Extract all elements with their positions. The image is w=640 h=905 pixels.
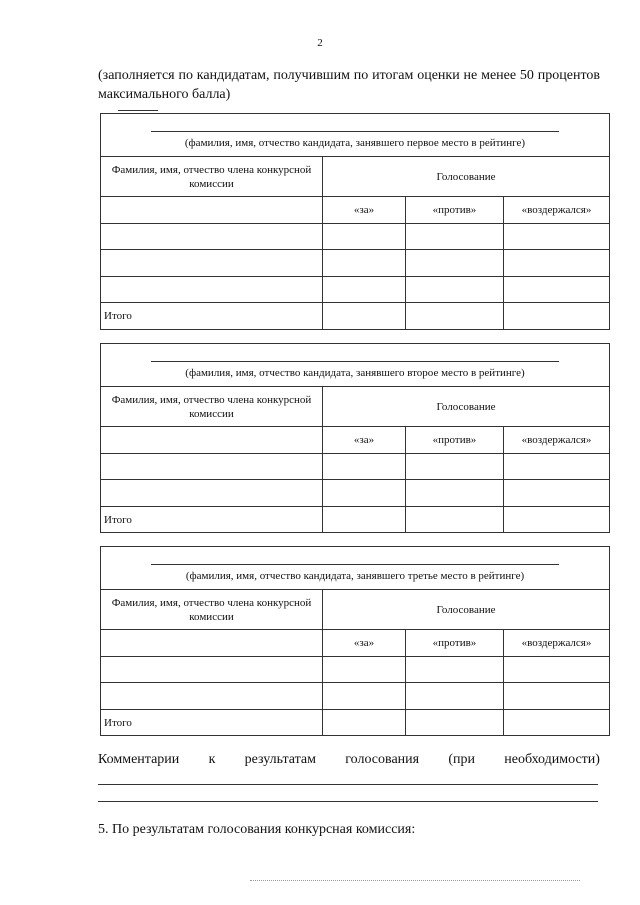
vote-cell[interactable]	[323, 480, 406, 507]
member-cell[interactable]	[101, 427, 323, 454]
member-header: Фамилия, имя, отчество члена конкурсной комиссии	[101, 157, 323, 197]
vote-cell[interactable]	[323, 250, 406, 277]
comment-line[interactable]	[98, 801, 598, 802]
member-cell[interactable]	[101, 250, 323, 277]
member-header: Фамилия, имя, отчество члена конкурсной комиссии	[101, 387, 323, 427]
member-cell[interactable]	[101, 480, 323, 507]
vote-cell[interactable]	[406, 224, 504, 250]
table-row	[101, 250, 610, 277]
candidate-name-line[interactable]	[151, 361, 559, 362]
comments-word: результатам	[244, 752, 316, 767]
member-cell[interactable]	[101, 277, 323, 303]
comments-word: необходимости)	[504, 752, 600, 767]
vote-cell[interactable]	[504, 507, 610, 533]
total-row	[101, 710, 610, 736]
comment-line[interactable]	[98, 784, 598, 785]
vote-cell[interactable]	[504, 683, 610, 710]
vote-for-header: «за»	[323, 427, 406, 454]
vote-cell[interactable]	[504, 250, 610, 277]
candidate-caption: (фамилия, имя, отчество кандидата, занявшего третье место в рейтинге)	[185, 570, 525, 582]
vote-cell[interactable]	[323, 303, 406, 330]
vote-abstain-header: «воздержался»	[504, 630, 610, 657]
vote-table-third-place	[100, 546, 610, 736]
candidate-caption: (фамилия, имя, отчество кандидата, занявшего второе место в рейтинге)	[185, 367, 525, 379]
vote-cell[interactable]	[504, 710, 610, 736]
candidate-caption-cell	[101, 344, 610, 387]
vote-cell[interactable]	[504, 277, 610, 303]
vote-cell[interactable]	[504, 657, 610, 683]
member-cell[interactable]	[101, 224, 323, 250]
vote-cell[interactable]	[406, 710, 504, 736]
table-row	[101, 454, 610, 480]
member-cell[interactable]	[101, 683, 323, 710]
page-number: 2	[317, 37, 323, 49]
intro-rule	[118, 110, 158, 111]
vote-abstain-header: «воздержался»	[504, 197, 610, 224]
vote-cell[interactable]	[406, 303, 504, 330]
table-row	[101, 683, 610, 710]
total-label: Итого	[101, 303, 323, 330]
candidate-caption: (фамилия, имя, отчество кандидата, занявшего первое место в рейтинге)	[184, 137, 526, 149]
total-row	[101, 507, 610, 533]
vote-cell[interactable]	[406, 454, 504, 480]
vote-cell[interactable]	[323, 710, 406, 736]
comments-word: (при	[448, 752, 476, 767]
candidate-caption-cell	[101, 547, 610, 590]
comments-word: к	[208, 752, 216, 767]
vote-header: Голосование	[323, 157, 610, 197]
vote-cell[interactable]	[323, 683, 406, 710]
table-row	[101, 657, 610, 683]
member-cell[interactable]	[101, 197, 323, 224]
member-cell[interactable]	[101, 630, 323, 657]
candidate-caption-cell	[101, 114, 610, 157]
vote-cell[interactable]	[323, 224, 406, 250]
table-row	[101, 277, 610, 303]
candidate-name-line[interactable]	[151, 131, 559, 132]
vote-header: Голосование	[323, 590, 610, 630]
total-label: Итого	[101, 507, 323, 533]
vote-table-first-place	[100, 113, 610, 330]
vote-against-header: «против»	[406, 427, 504, 454]
bottom-rule	[250, 880, 580, 881]
comments-heading	[98, 752, 600, 768]
candidate-name-line[interactable]	[151, 564, 559, 565]
vote-cell[interactable]	[406, 480, 504, 507]
vote-cell[interactable]	[504, 303, 610, 330]
vote-cell[interactable]	[323, 277, 406, 303]
vote-cell[interactable]	[406, 683, 504, 710]
vote-table-second-place	[100, 343, 610, 533]
member-header: Фамилия, имя, отчество члена конкурсной комиссии	[101, 590, 323, 630]
vote-cell[interactable]	[406, 250, 504, 277]
vote-cell[interactable]	[406, 657, 504, 683]
vote-against-header: «против»	[406, 197, 504, 224]
intro-text: (заполняется по кандидатам, получившим по итогам оценки не менее 50 процентов максимального балла)	[98, 68, 600, 102]
comments-word: голосования	[345, 752, 420, 767]
member-cell[interactable]	[101, 454, 323, 480]
member-cell[interactable]	[101, 657, 323, 683]
vote-against-header: «против»	[406, 630, 504, 657]
comments-word: Комментарии	[98, 752, 180, 767]
vote-cell[interactable]	[323, 454, 406, 480]
vote-cell[interactable]	[504, 454, 610, 480]
vote-cell[interactable]	[323, 657, 406, 683]
vote-cell[interactable]	[323, 507, 406, 533]
vote-cell[interactable]	[406, 277, 504, 303]
table-row	[101, 480, 610, 507]
vote-header: Голосование	[323, 387, 610, 427]
vote-abstain-header: «воздержался»	[504, 427, 610, 454]
total-row	[101, 303, 610, 330]
vote-cell[interactable]	[406, 507, 504, 533]
total-label: Итого	[101, 710, 323, 736]
table-row	[101, 224, 610, 250]
vote-for-header: «за»	[323, 630, 406, 657]
vote-for-header: «за»	[323, 197, 406, 224]
section-5-heading: 5. По результатам голосования конкурсная комиссия:	[98, 822, 416, 837]
vote-cell[interactable]	[504, 480, 610, 507]
vote-cell[interactable]	[504, 224, 610, 250]
